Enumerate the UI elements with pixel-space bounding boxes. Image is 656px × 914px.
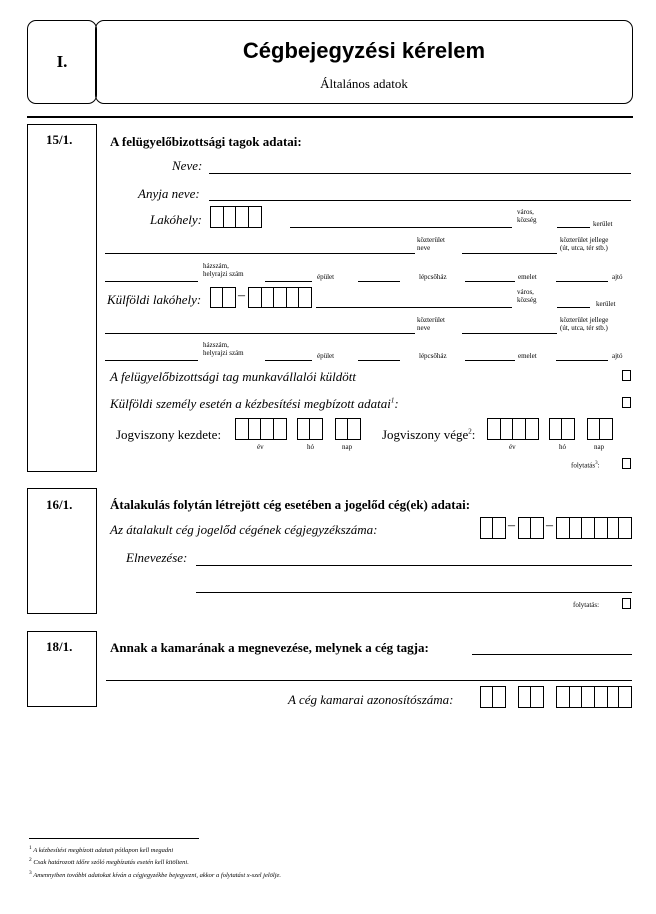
sec15-number-box: [27, 124, 97, 472]
end-date-label: [382, 427, 475, 443]
chamber-name-field-1[interactable]: [472, 654, 632, 655]
district-label: kerület: [593, 220, 613, 228]
foreign-building-field[interactable]: [265, 360, 312, 361]
dash: –: [508, 518, 515, 533]
company-name-label: Elnevezése:: [126, 550, 188, 565]
chamber-id-part3-input[interactable]: [556, 686, 632, 708]
footnote-ref-3: 3: [595, 461, 598, 466]
foreign-city-field[interactable]: [316, 307, 512, 308]
sec16-number: 16/1.: [46, 497, 73, 512]
end-month-input[interactable]: [549, 418, 575, 440]
footnote-2-number: 2: [29, 857, 32, 863]
foreign-residence-label: Külföldi lakóhely:: [107, 292, 202, 307]
street-type-field[interactable]: [462, 253, 557, 254]
street-name-label: közterület neve: [417, 236, 445, 252]
start-month-input[interactable]: [297, 418, 323, 440]
country-code-input[interactable]: [210, 287, 236, 308]
end-day-label: nap: [594, 443, 605, 451]
city-field[interactable]: [290, 227, 512, 228]
footnote-ref-2: 2: [468, 427, 472, 436]
agent-colon: :: [394, 396, 399, 411]
foreign-house-number-label: házszám, helyrajzi szám: [203, 341, 244, 357]
foreign-house-number-field[interactable]: [105, 360, 198, 361]
footnote-2: [29, 857, 189, 866]
continuation-label: [571, 460, 600, 469]
end-day-input[interactable]: [587, 418, 613, 440]
sec16-title: Átalakulás folytán létrejött cég esetében a jogelőd cég(ek) adatai:: [110, 497, 471, 512]
postal-code-input[interactable]: [210, 206, 262, 228]
section-number: I.: [56, 52, 68, 71]
foreign-building-label: épület: [317, 352, 335, 360]
staircase-field[interactable]: [358, 281, 400, 282]
footnote-3-text: Amennyiben további adatokat kíván a cégjegyzékbe bejegyezni, akkor a folytatást x-szel jelölje.: [33, 872, 282, 880]
sec15-number: 15/1.: [46, 132, 73, 147]
foreign-street-type-label: közterület jellege (út, utca, tér stb.): [560, 316, 609, 332]
name-label: Neve:: [172, 158, 203, 173]
page-title: Cégbejegyzési kérelem: [242, 38, 486, 63]
floor-field[interactable]: [465, 281, 515, 282]
start-day-input[interactable]: [335, 418, 361, 440]
dash: –: [546, 518, 553, 533]
agent-checkbox[interactable]: [622, 397, 631, 408]
employee-delegate-checkbox[interactable]: [622, 370, 631, 381]
footnote-separator: [29, 838, 199, 839]
reg-number-label: Az átalakult cég jogelőd cégének cégjegyzékszáma:: [110, 522, 378, 537]
door-field[interactable]: [556, 281, 608, 282]
foreign-door-field[interactable]: [556, 360, 608, 361]
sec18-title: Annak a kamarának a megnevezése, melynek a cég tagja:: [110, 640, 429, 655]
chamber-id-part2-input[interactable]: [518, 686, 544, 708]
reg-number-type-input[interactable]: [518, 517, 544, 539]
house-number-label: házszám, helyrajzi szám: [203, 262, 244, 278]
foreign-district-field[interactable]: [557, 307, 590, 308]
door-label: ajtó: [612, 273, 623, 281]
start-month-label: hó: [307, 443, 314, 451]
continuation-colon: :: [597, 461, 600, 470]
building-field[interactable]: [265, 281, 312, 282]
footnote-ref-1: 1: [390, 396, 395, 405]
agent-text: Külföldi személy esetén a kézbesítési megbízott adatai: [110, 396, 391, 411]
house-number-field[interactable]: [105, 281, 198, 282]
agent-label: [110, 396, 399, 412]
building-label: épület: [317, 273, 335, 281]
foreign-staircase-field[interactable]: [358, 360, 400, 361]
sec15-title: A felügyelőbizottsági tagok adatai:: [110, 134, 302, 149]
reg-number-court-input[interactable]: [480, 517, 506, 539]
footnote-2-text: Csak határozott időre szóló megbízatás esetén kell kitölteni.: [33, 859, 189, 867]
foreign-street-type-field[interactable]: [462, 333, 557, 334]
foreign-postal-code-input[interactable]: [248, 287, 312, 308]
end-year-label: év: [509, 443, 516, 451]
chamber-name-field-2[interactable]: [106, 680, 632, 681]
mother-name-field[interactable]: [209, 200, 631, 201]
company-name-field-1[interactable]: [196, 565, 632, 566]
foreign-district-label: kerület: [596, 300, 616, 308]
end-month-label: hó: [559, 443, 566, 451]
end-year-input[interactable]: [487, 418, 539, 440]
floor-label: emelet: [518, 273, 537, 281]
start-day-label: nap: [342, 443, 353, 451]
page-subtitle: Általános adatok: [320, 76, 408, 91]
footnote-1: [29, 845, 173, 854]
employee-delegate-label: A felügyelőbizottsági tag munkavállalói küldött: [110, 369, 357, 384]
city-label: város, község: [517, 208, 537, 224]
mother-name-label: Anyja neve:: [138, 186, 200, 201]
end-date-text: Jogviszony vége: [382, 427, 469, 442]
foreign-city-label: város, község: [517, 288, 537, 304]
footnote-1-number: 1: [29, 845, 32, 851]
residence-label: Lakóhely:: [150, 212, 202, 227]
company-name-field-2[interactable]: [196, 592, 632, 593]
staircase-label: lépcsőház: [419, 273, 447, 281]
foreign-floor-label: emelet: [518, 352, 537, 360]
foreign-floor-field[interactable]: [465, 360, 515, 361]
name-field[interactable]: [209, 173, 631, 174]
separator: [27, 116, 633, 118]
foreign-staircase-label: lépcsőház: [419, 352, 447, 360]
start-year-label: év: [257, 443, 264, 451]
street-type-label: közterület jellege (út, utca, tér stb.): [560, 236, 609, 252]
chamber-id-label: A cég kamarai azonosítószáma:: [288, 692, 454, 707]
district-field[interactable]: [557, 227, 590, 228]
foreign-street-name-label: közterület neve: [417, 316, 445, 332]
footnote-1-text: A kézbesítési megbízott adatait pótlapon kell megadni: [33, 847, 174, 855]
reg-number-serial-input[interactable]: [556, 517, 632, 539]
foreign-street-name-field[interactable]: [105, 333, 415, 334]
start-date-label: Jogviszony kezdete:: [116, 427, 222, 442]
continuation-text: folytatás: [571, 461, 596, 470]
street-name-field[interactable]: [105, 253, 415, 254]
end-date-colon: :: [471, 427, 476, 442]
sec16-continuation-checkbox[interactable]: [622, 598, 631, 609]
footnote-3-number: 3: [29, 870, 32, 876]
footnote-3: [29, 870, 281, 879]
continuation-checkbox[interactable]: [622, 458, 631, 469]
dash: –: [238, 288, 245, 303]
chamber-id-part1-input[interactable]: [480, 686, 506, 708]
foreign-door-label: ajtó: [612, 352, 623, 360]
start-year-input[interactable]: [235, 418, 287, 440]
sec16-continuation-label: folytatás:: [573, 601, 600, 609]
sec18-number: 18/1.: [46, 639, 73, 654]
